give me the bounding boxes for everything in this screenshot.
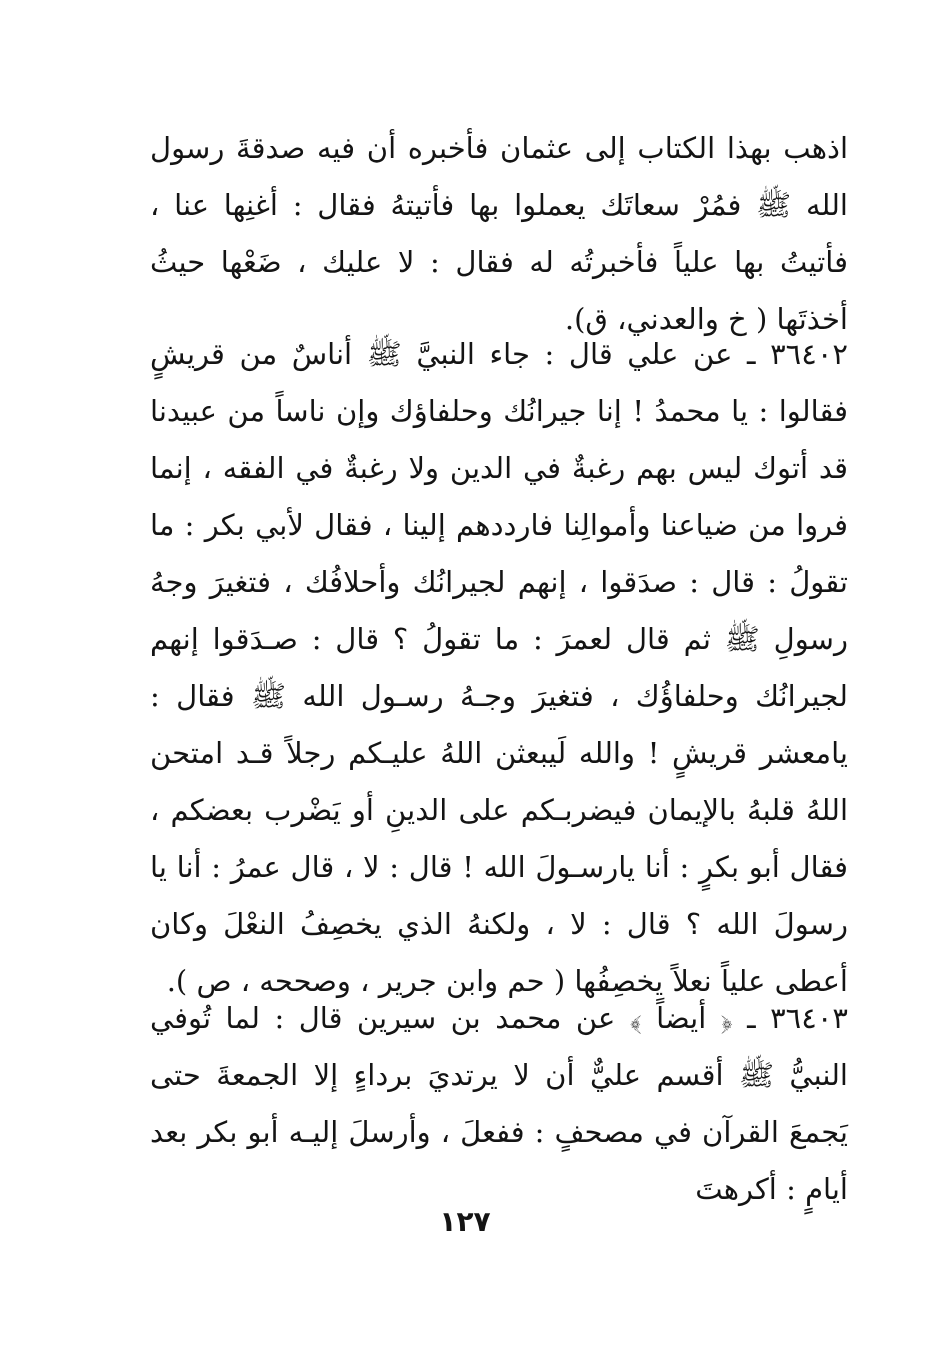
paragraph-continuation: اذهب بهذا الكتاب إلى عثمان فأخبره أن فيه صدقةَ رسول الله ﷺ فمُرْ سعاتَك يعملوا بها فأتيتهُ فقال : أغنِها عنا ، فأتيتُ بها علياً فأخبرتُه له فقال : لا عليك ، ضَعْها حيثُ أخذتَها ( خ والعدني، ق). [150, 131, 848, 336]
paragraph-hadith-36402: ٣٦٤٠٢ ـ عن علي قال : جاء النبيَّ ﷺ أناسٌ من قريشٍ فقالوا : يا محمدُ ! إنا جيرانُك وحلفاؤك وإن ناساً من عبيدنا قد أتوك ليس بهم رغبةٌ في الدين ولا رغبةٌ في الفقه ، إنما فروا من ضياعنا وأموالِنا فارددهم إلينا ، فقال لأبي بكر : ما تقولُ : قال : صدَقوا ، إنهم لجيرانُك وأحلافُك ، فتغيرَ وجهُ رسولِ ﷺ ثم قال لعمرَ : ما تقولُ ؟ قال : صـدَقوا إنهم لجيرانُك وحلفاؤُك ، فتغيرَ وجـهُ رسـول الله ﷺ فقال : يامعشر قريشٍ ! والله لَيبعثن اللهُ عليـكم رجلاً قـد امتحن اللهُ قلبهُ بالإيمان فيضربـكم على الدينِ أو يَضْرب بعضكم ، فقال أبو بكرٍ : أنا يارسـولَ الله ! قال : لا ، قال عمرُ : أنا يا رسولَ الله ؟ قال : لا ، ولكنهُ الذي يخصِفُ النعْلَ وكان أعطى علياً نعلاً يخصِفُها ( حم وابن جرير ، وصححه ، ص ). [150, 337, 848, 998]
paragraph-hadith-36403: ٣٦٤٠٣ ـ ﴿ أيضاً ﴾ عن محمد بن سيرين قال : لما تُوفي النبيُّ ﷺ أقسم عليٌّ أن لا يرتديَ برداءٍ إلا الجمعةَ حتى يَجمعَ القرآن في مصحفٍ : ففعلَ ، وأرسلَ إليـه أبو بكر بعد أيامٍ : أكرهتَ [150, 1001, 848, 1206]
page-number: ١٢٧ [439, 1205, 491, 1238]
